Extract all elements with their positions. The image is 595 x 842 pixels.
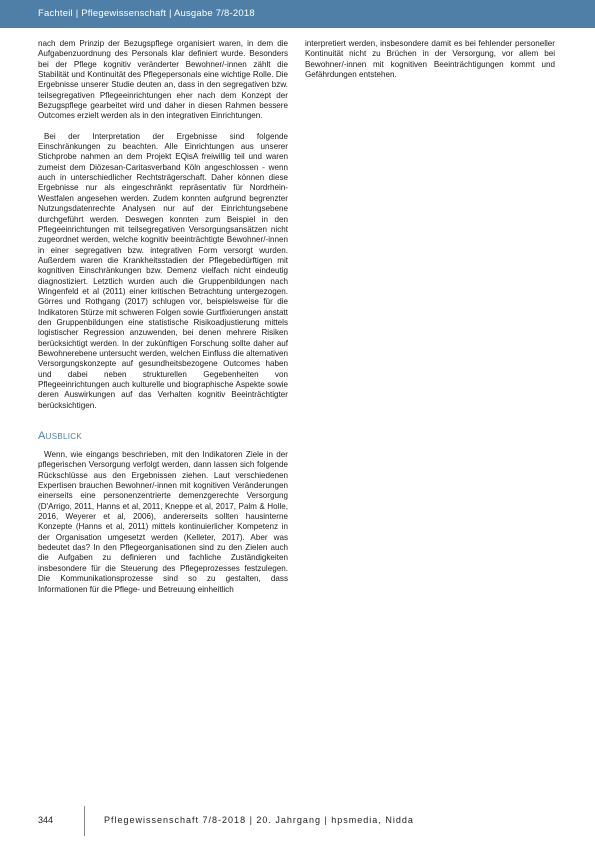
running-header-bar [0,0,595,28]
right-column [305,39,555,90]
page-number: 344 [38,815,54,825]
body-paragraph: nach dem Prinzip der Bezugspflege organisiert waren, in dem die Aufgabenzuordnung des Personals klar definiert wurde. Besonders bei der Pflege kognitiv veränderter Bewohner/-innen zählt die Stabilität und Kontinuität des Pflegepersonals eine wichtige Rolle. Die Ergebnisse unserer Studie deuten an, dass in den segregativen bzw. teilsegregativen Pflegeeinrichtungen eher nach dem Konzept der Bezugspflege gearbeitet wird und daher in diesen Rahmen bessere Outcomes erzielt werden als in den integrativen Einrichtungen. [38,39,288,121]
running-head-text: Fachteil | Pflegewissenschaft | Ausgabe 7/8-2018 [38,8,255,19]
section-heading-ausblick: Ausblick [38,430,82,443]
body-paragraph: interpretiert werden, insbesondere damit es bei fehlender personeller Kontinuität nicht zu Brüchen in der Versorgung, vor allem bei Bewohner/-innen mit kognitiven Beeinträchtigungen kommt und Gefährdungen entstehen. [305,39,555,80]
body-paragraph: Wenn, wie eingangs beschrieben, mit den Indikatoren Ziele in der pflegerischen Versorgung verfolgt werden, dann lassen sich folgende Rückschlüsse aus den Ergebnissen ziehen. Laut verschiedenen Expertisen brauchen Bewohner/-innen mit kognitiven Veränderungen einerseits eine personenzentrierte demenzgerechte Versorgung (D'Arrigo, 2011, Hanns et al, 2011, Kneppe et al, 2017, Palm & Holle, 2016, Weyerer et al, 2006), andererseits sollten hausinterne Konzepte (Hanns et al, 2011) mittels kontinuierlicher Kompetenz in der Organisation umgesetzt werden (Kelleter, 2017). Aber was bedeutet das? In den Pflegeorganisationen sind zu den Zielen auch die Aufgaben zu definieren und fachliche Zuständigkeiten insbesondere für die Steuerung des Pflegeprozesses festzulegen. Die Kommunikationsprozesse sind so zu gestalten, dass Informationen für die Pflege- und Betreuung einheitlich [38,450,288,594]
body-paragraph: Bei der Interpretation der Ergebnisse sind folgende Einschränkungen zu beachten. Alle Einrichtungen aus unserer Stichprobe nahmen an dem Projekt EQisA freiwillig teil und waren zumeist dem Diözesan-Caritasverband Köln angeschlossen - wenn auch in unterschiedlicher Rechtsträgerschaft. Daher können diese Ergebnisse nur als eingeschränkt repräsentativ für Nordrhein-Westfalen angesehen werden. Zudem konnten aufgrund begrenzter Nutzungsdatenrechte Analysen nur auf der Einrichtungsebene durchgeführt werden. Deswegen konnten zum Beispiel in den Pflegeeinrichtungen mit teilsegregativen Versorgungsansätzen nicht zugeordnet werden, welche kognitiv beeinträchtigte Bewohner/-innen in einer segregativen bzw. integrativen Form versorgt wurden. Außerdem waren die Krankheitsstadien der Pflegebedürftigen mit kognitiven Einschränkungen bzw. Demenz vielfach nicht eindeutig diagnostiziert. Letztlich wurden auch die Gruppenbildungen nach Wingenfeld et al (2011) einer kritischen Betrachtung untergezogen. Görres und Rothgang (2017) schlugen vor, beispielsweise für die Indikatoren Stürze mit schweren Folgen sowie Gurtfixierungen anstatt den Gruppenbildungen eine statistische Risikoadjustierung mittels logistischer Regression anzuwenden, bei denen mehrere Risiken berücksichtigt werden. In der zukünftigen Forschung sollte daher auf Bewohnerebene untersucht werden, welchen Einfluss die alternativen Versorgungskonzepte auf gesundheitsbezogene Outcomes haben und dabei neben strukturellen Gegebenheiten von Pflegeeinrichtungen auch kulturelle und biographische Aspekte sowie deren Auswirkungen auf das Verhalten kognitiv Beeinträchtigter berücksichtigen. [38,131,288,410]
footer-divider [84,806,85,836]
journal-footer-line: Pflegewissenschaft 7/8-2018 | 20. Jahrgang | hpsmedia, Nidda [104,815,414,825]
left-column [38,39,288,605]
